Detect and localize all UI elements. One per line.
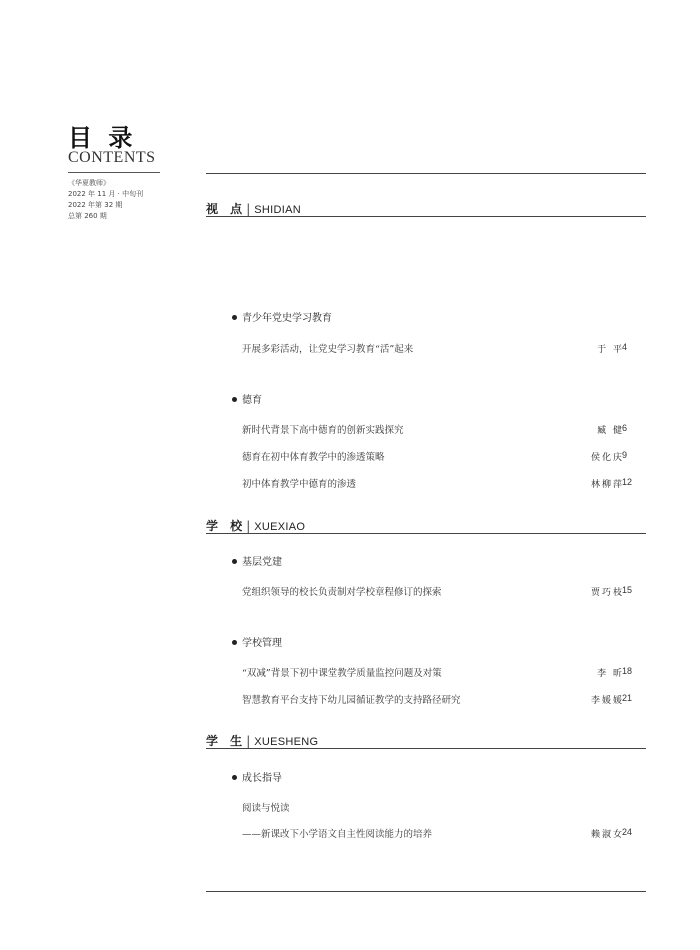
page-title: 目 录 <box>68 123 137 152</box>
section-title-cn: 学 生 <box>206 734 247 748</box>
section-divider <box>206 533 646 534</box>
section-title-cn: 视 点 <box>206 202 247 216</box>
article-page: 6 <box>622 423 628 433</box>
bullet-icon <box>232 315 237 320</box>
article-title[interactable]: 党组织领导的校长负责制对学校章程修订的探索 <box>242 587 442 598</box>
article-author: 贾巧枝 <box>590 588 624 598</box>
subsection-label: 成长指导 <box>242 773 282 784</box>
article-title[interactable]: 智慧教育平台支持下幼儿园循证教学的支持路径研究 <box>242 695 461 706</box>
bullet-icon <box>232 397 237 402</box>
bullet-icon <box>232 775 237 780</box>
article-title[interactable]: 德育在初中体育教学中的渗透策略 <box>242 452 385 463</box>
title-divider <box>68 172 160 173</box>
article-author: 李媛媛 <box>590 696 624 706</box>
subsection-label: 青少年党史学习教育 <box>242 313 332 324</box>
article-page: 15 <box>622 585 633 595</box>
total-issue: 总第 260 期 <box>68 212 107 220</box>
subsection-title <box>232 391 262 406</box>
article-title[interactable]: 阅读与悦读 <box>242 803 290 814</box>
top-divider <box>206 173 646 174</box>
section-title-en: XUESHENG <box>254 736 319 748</box>
subsection-title <box>232 769 282 784</box>
bullet-icon <box>232 559 237 564</box>
article-author: 于 平 <box>597 345 624 355</box>
article-page: 18 <box>622 666 633 676</box>
article-author: 林柳萍 <box>590 480 624 490</box>
issue-number: 2022 年第 32 期 <box>68 201 123 209</box>
journal-name: 《华夏教师》 <box>68 179 110 187</box>
section-title-en: XUEXIAO <box>254 521 306 533</box>
section-divider <box>206 216 646 217</box>
section-title-cn: 学 校 <box>206 519 247 533</box>
subsection-label: 学校管理 <box>242 638 282 649</box>
section-header-xuesheng <box>206 732 318 749</box>
subsection-label: 德育 <box>242 395 262 406</box>
page-title-english: CONTENTS <box>68 149 156 166</box>
section-divider <box>206 748 646 749</box>
section-separator: | <box>246 734 251 748</box>
article-page: 24 <box>622 827 633 837</box>
bullet-icon <box>232 640 237 645</box>
section-header-xuexiao <box>206 517 305 534</box>
section-separator: | <box>246 202 251 216</box>
article-title[interactable]: “双减”背景下初中课堂教学质量监控问题及对策 <box>242 668 442 679</box>
article-page: 4 <box>622 342 628 352</box>
section-separator: | <box>246 519 251 533</box>
section-title-en: SHIDIAN <box>254 204 301 216</box>
article-page: 9 <box>622 450 628 460</box>
article-title[interactable]: 初中体育教学中德育的渗透 <box>242 479 357 490</box>
subsection-title <box>232 553 282 568</box>
subsection-title <box>232 634 282 649</box>
article-subtitle[interactable]: ——新课改下小学语文自主性阅读能力的培养 <box>242 829 433 840</box>
article-author: 侯化庆 <box>590 453 624 463</box>
bottom-divider <box>206 891 646 892</box>
article-author: 臧 健 <box>597 426 624 436</box>
issue-date: 2022 年 11 月 · 中旬刊 <box>68 190 144 198</box>
article-author: 李 昕 <box>597 669 624 679</box>
section-header-shidian <box>206 200 301 217</box>
subsection-title <box>232 309 332 324</box>
subsection-label: 基层党建 <box>242 557 282 568</box>
article-author: 赖淑女 <box>590 830 624 840</box>
article-page: 12 <box>622 477 633 487</box>
article-title[interactable]: 新时代背景下高中德育的创新实践探究 <box>242 425 404 436</box>
article-title[interactable]: 开展多彩活动，让党史学习教育“活”起来 <box>242 344 414 355</box>
article-page: 21 <box>622 693 633 703</box>
